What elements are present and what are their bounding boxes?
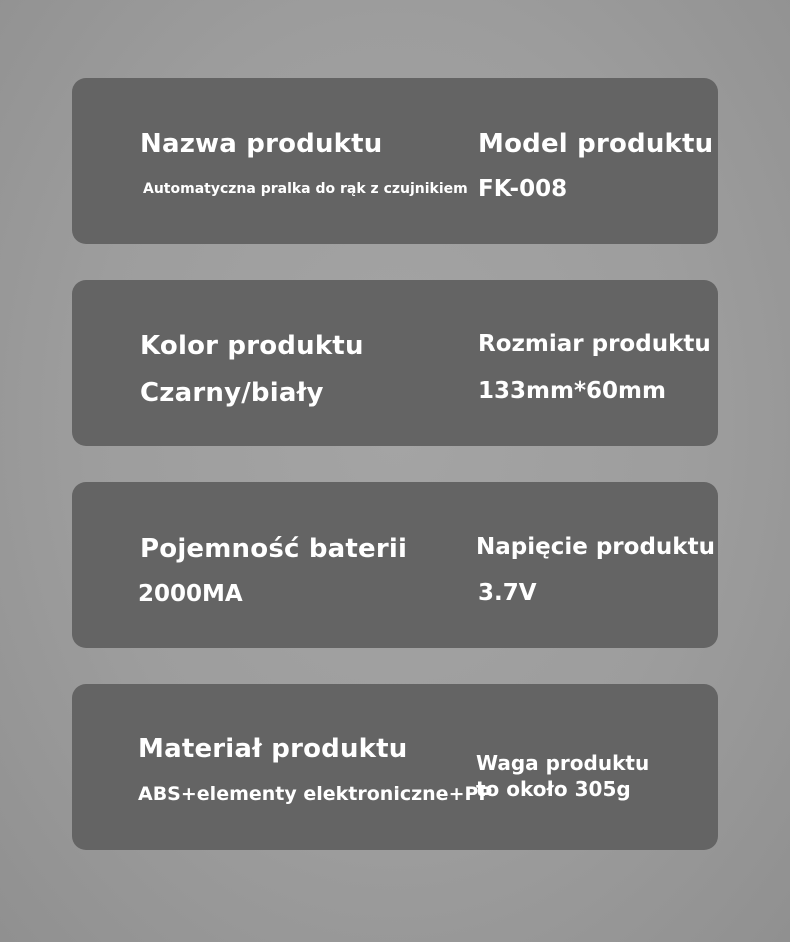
product-material-title: Materiał produktu <box>138 734 408 764</box>
product-model-title: Model produktu <box>478 129 714 159</box>
spec-card-battery-voltage <box>72 482 718 648</box>
product-size-title: Rozmiar produktu <box>478 331 711 357</box>
product-color-value: Czarny/biały <box>140 378 324 408</box>
product-model-value: FK-008 <box>478 176 568 202</box>
battery-capacity-title: Pojemność baterii <box>140 534 408 564</box>
product-voltage-value: 3.7V <box>478 580 537 606</box>
spec-card-color-size <box>72 280 718 446</box>
battery-capacity-value: 2000MA <box>138 581 243 607</box>
product-weight-value: to około 305g <box>476 777 631 801</box>
spec-card-name-model <box>72 78 718 244</box>
product-voltage-title: Napięcie produktu <box>476 534 715 560</box>
product-name-value: Automatyczna pralka do rąk z czujnikiem <box>143 181 468 197</box>
spec-card-material-weight <box>72 684 718 850</box>
product-color-title: Kolor produktu <box>140 331 364 361</box>
product-size-value: 133mm*60mm <box>478 378 666 404</box>
product-weight-title: Waga produktu <box>476 751 650 775</box>
product-name-title: Nazwa produktu <box>140 129 383 159</box>
product-material-value: ABS+elementy elektroniczne+PP <box>138 783 493 805</box>
